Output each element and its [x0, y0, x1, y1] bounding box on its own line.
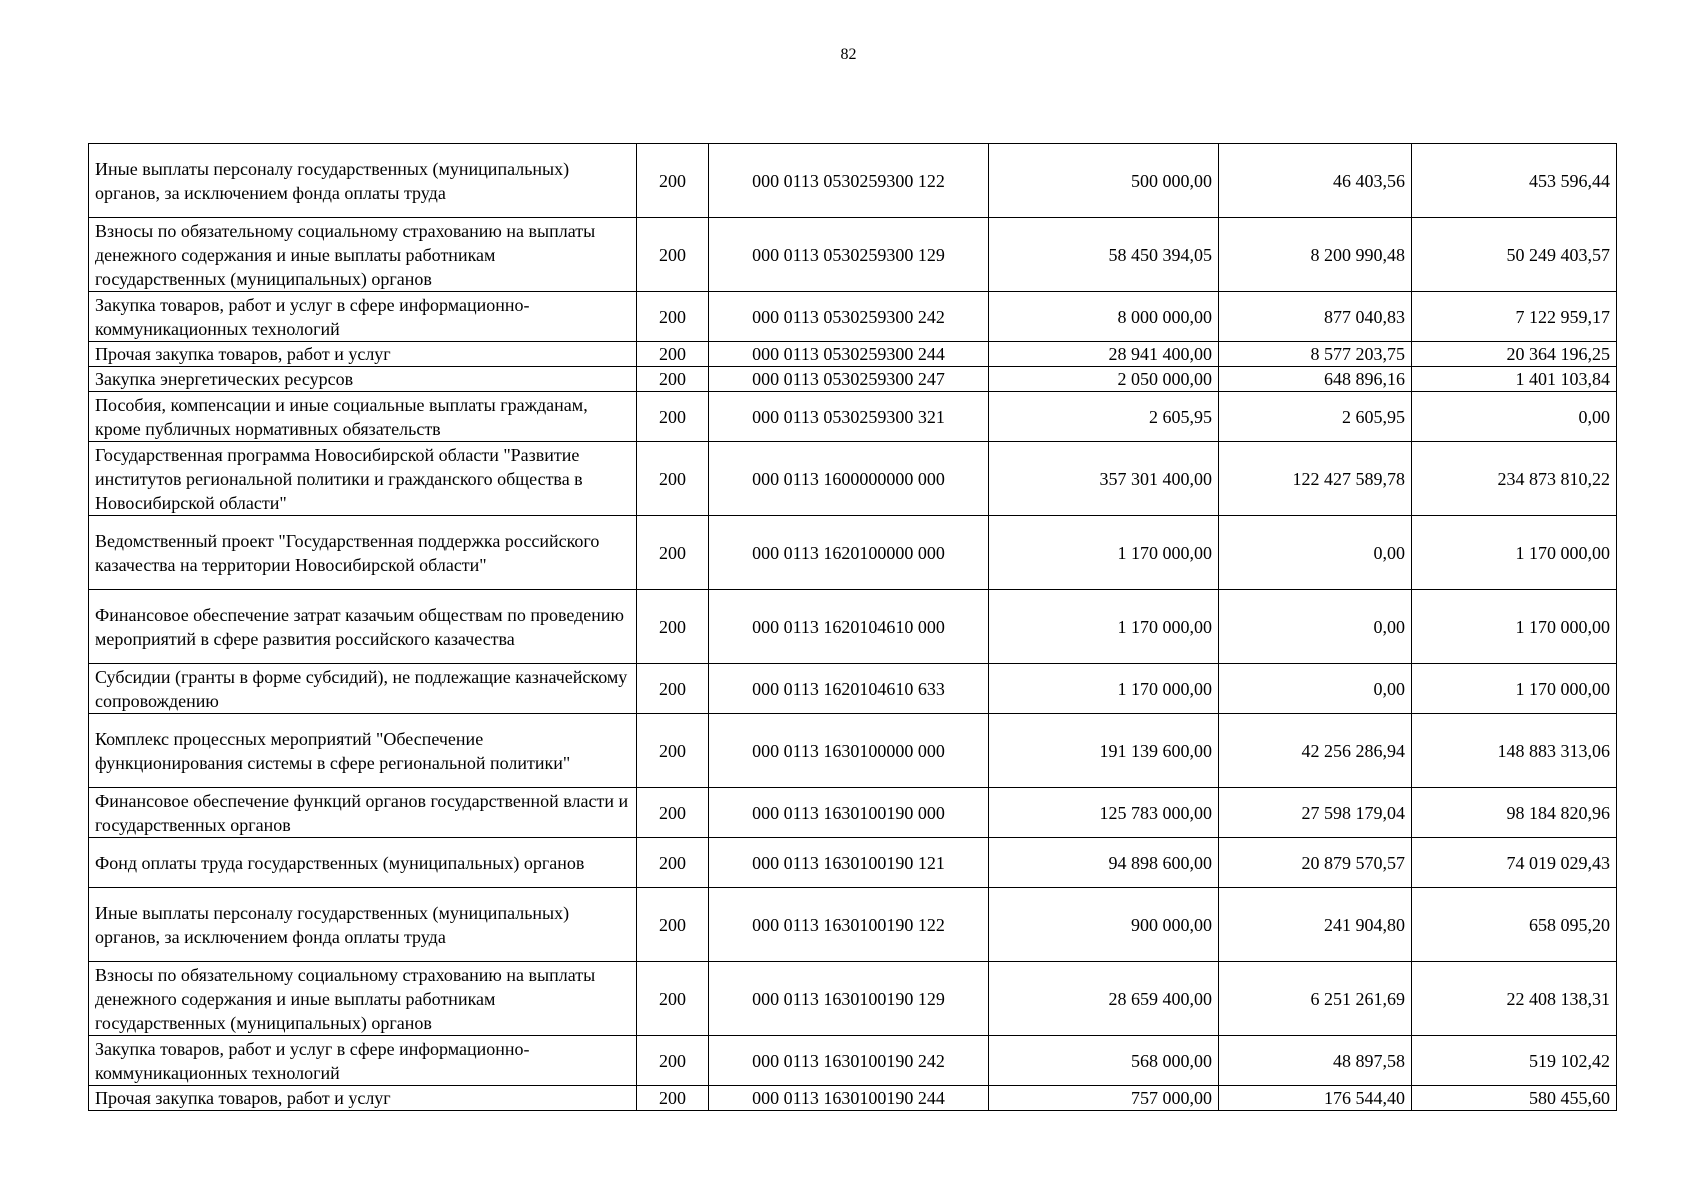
row-approved: 1 170 000,00	[989, 664, 1219, 714]
table-row	[89, 342, 1617, 367]
row-name: Взносы по обязательному социальному страхованию на выплаты денежного содержания и иные выплаты работникам государственных (муниципальных) органов	[89, 962, 637, 1036]
row-kbk-code: 000 0113 1600000000 000	[709, 442, 989, 516]
row-name: Закупка товаров, работ и услуг в сфере информационно-коммуникационных технологий	[89, 292, 637, 342]
row-unexecuted: 658 095,20	[1412, 888, 1617, 962]
row-unexecuted: 20 364 196,25	[1412, 342, 1617, 367]
row-kbk-code: 000 0113 1620104610 633	[709, 664, 989, 714]
row-executed: 6 251 261,69	[1219, 962, 1412, 1036]
row-unexecuted: 7 122 959,17	[1412, 292, 1617, 342]
row-name: Прочая закупка товаров, работ и услуг	[89, 342, 637, 367]
row-line-code: 200	[637, 664, 709, 714]
row-line-code: 200	[637, 962, 709, 1036]
page-number: 82	[840, 46, 857, 63]
row-approved: 125 783 000,00	[989, 788, 1219, 838]
row-name: Комплекс процессных мероприятий "Обеспечение функционирования системы в сфере региональной политики"	[89, 714, 637, 788]
row-approved: 2 605,95	[989, 392, 1219, 442]
row-line-code: 200	[637, 292, 709, 342]
row-approved: 500 000,00	[989, 144, 1219, 218]
row-line-code: 200	[637, 1086, 709, 1111]
row-kbk-code: 000 0113 0530259300 244	[709, 342, 989, 367]
row-executed: 648 896,16	[1219, 367, 1412, 392]
table-row	[89, 516, 1617, 590]
table-row	[89, 144, 1617, 218]
row-kbk-code: 000 0113 0530259300 242	[709, 292, 989, 342]
row-executed: 122 427 589,78	[1219, 442, 1412, 516]
row-unexecuted: 148 883 313,06	[1412, 714, 1617, 788]
row-kbk-code: 000 0113 1630100190 242	[709, 1036, 989, 1086]
row-approved: 357 301 400,00	[989, 442, 1219, 516]
table-row	[89, 838, 1617, 888]
row-kbk-code: 000 0113 1630100190 122	[709, 888, 989, 962]
table-body	[89, 144, 1617, 1111]
table-row	[89, 1086, 1617, 1111]
row-executed: 27 598 179,04	[1219, 788, 1412, 838]
row-line-code: 200	[637, 516, 709, 590]
row-unexecuted: 1 170 000,00	[1412, 664, 1617, 714]
row-name: Финансовое обеспечение функций органов государственной власти и государственных органов	[89, 788, 637, 838]
row-name: Прочая закупка товаров, работ и услуг	[89, 1086, 637, 1111]
row-line-code: 200	[637, 590, 709, 664]
row-approved: 568 000,00	[989, 1036, 1219, 1086]
table-row	[89, 1036, 1617, 1086]
row-unexecuted: 234 873 810,22	[1412, 442, 1617, 516]
row-approved: 8 000 000,00	[989, 292, 1219, 342]
row-approved: 2 050 000,00	[989, 367, 1219, 392]
row-line-code: 200	[637, 367, 709, 392]
row-executed: 20 879 570,57	[1219, 838, 1412, 888]
row-approved: 28 659 400,00	[989, 962, 1219, 1036]
row-unexecuted: 519 102,42	[1412, 1036, 1617, 1086]
row-approved: 1 170 000,00	[989, 590, 1219, 664]
row-unexecuted: 0,00	[1412, 392, 1617, 442]
row-unexecuted: 580 455,60	[1412, 1086, 1617, 1111]
row-name: Закупка товаров, работ и услуг в сфере информационно-коммуникационных технологий	[89, 1036, 637, 1086]
row-line-code: 200	[637, 342, 709, 367]
row-unexecuted: 453 596,44	[1412, 144, 1617, 218]
row-name: Иные выплаты персоналу государственных (муниципальных) органов, за исключением фонда оплаты труда	[89, 888, 637, 962]
budget-execution-table	[88, 143, 1617, 1111]
table-row	[89, 888, 1617, 962]
row-executed: 8 200 990,48	[1219, 218, 1412, 292]
row-executed: 48 897,58	[1219, 1036, 1412, 1086]
row-kbk-code: 000 0113 1630100190 000	[709, 788, 989, 838]
table-row	[89, 788, 1617, 838]
table-row	[89, 714, 1617, 788]
row-unexecuted: 50 249 403,57	[1412, 218, 1617, 292]
row-executed: 46 403,56	[1219, 144, 1412, 218]
row-approved: 58 450 394,05	[989, 218, 1219, 292]
row-kbk-code: 000 0113 1630100190 129	[709, 962, 989, 1036]
row-approved: 191 139 600,00	[989, 714, 1219, 788]
row-name: Ведомственный проект "Государственная поддержка российского казачества на территории Новосибирской области"	[89, 516, 637, 590]
row-kbk-code: 000 0113 1630100190 121	[709, 838, 989, 888]
row-name: Субсидии (гранты в форме субсидий), не подлежащие казначейскому сопровождению	[89, 664, 637, 714]
row-approved: 757 000,00	[989, 1086, 1219, 1111]
row-executed: 877 040,83	[1219, 292, 1412, 342]
row-unexecuted: 1 401 103,84	[1412, 367, 1617, 392]
row-executed: 42 256 286,94	[1219, 714, 1412, 788]
row-approved: 28 941 400,00	[989, 342, 1219, 367]
row-unexecuted: 1 170 000,00	[1412, 516, 1617, 590]
row-unexecuted: 22 408 138,31	[1412, 962, 1617, 1036]
row-executed: 2 605,95	[1219, 392, 1412, 442]
table-row	[89, 218, 1617, 292]
row-line-code: 200	[637, 888, 709, 962]
row-kbk-code: 000 0113 0530259300 247	[709, 367, 989, 392]
row-line-code: 200	[637, 1036, 709, 1086]
row-line-code: 200	[637, 838, 709, 888]
row-kbk-code: 000 0113 1630100000 000	[709, 714, 989, 788]
row-kbk-code: 000 0113 0530259300 129	[709, 218, 989, 292]
row-unexecuted: 98 184 820,96	[1412, 788, 1617, 838]
row-name: Пособия, компенсации и иные социальные выплаты гражданам, кроме публичных нормативных обязательств	[89, 392, 637, 442]
row-kbk-code: 000 0113 0530259300 122	[709, 144, 989, 218]
table-row	[89, 962, 1617, 1036]
row-name: Закупка энергетических ресурсов	[89, 367, 637, 392]
row-approved: 94 898 600,00	[989, 838, 1219, 888]
row-name: Финансовое обеспечение затрат казачьим обществам по проведению мероприятий в сфере развития российского казачества	[89, 590, 637, 664]
row-executed: 0,00	[1219, 590, 1412, 664]
row-line-code: 200	[637, 788, 709, 838]
row-executed: 0,00	[1219, 664, 1412, 714]
table-row	[89, 392, 1617, 442]
row-executed: 176 544,40	[1219, 1086, 1412, 1111]
row-line-code: 200	[637, 218, 709, 292]
row-name: Взносы по обязательному социальному страхованию на выплаты денежного содержания и иные выплаты работникам государственных (муниципальных) органов	[89, 218, 637, 292]
row-line-code: 200	[637, 714, 709, 788]
row-unexecuted: 1 170 000,00	[1412, 590, 1617, 664]
row-name: Фонд оплаты труда государственных (муниципальных) органов	[89, 838, 637, 888]
row-line-code: 200	[637, 392, 709, 442]
row-kbk-code: 000 0113 0530259300 321	[709, 392, 989, 442]
row-approved: 1 170 000,00	[989, 516, 1219, 590]
table-row	[89, 664, 1617, 714]
row-line-code: 200	[637, 442, 709, 516]
table-row	[89, 590, 1617, 664]
row-name: Иные выплаты персоналу государственных (муниципальных) органов, за исключением фонда оплаты труда	[89, 144, 637, 218]
row-line-code: 200	[637, 144, 709, 218]
row-executed: 241 904,80	[1219, 888, 1412, 962]
table-row	[89, 367, 1617, 392]
row-unexecuted: 74 019 029,43	[1412, 838, 1617, 888]
row-approved: 900 000,00	[989, 888, 1219, 962]
row-kbk-code: 000 0113 1630100190 244	[709, 1086, 989, 1111]
row-kbk-code: 000 0113 1620104610 000	[709, 590, 989, 664]
row-executed: 0,00	[1219, 516, 1412, 590]
table-row	[89, 442, 1617, 516]
table-row	[89, 292, 1617, 342]
row-name: Государственная программа Новосибирской области "Развитие институтов региональной политики и гражданского общества в Новосибирской области"	[89, 442, 637, 516]
row-kbk-code: 000 0113 1620100000 000	[709, 516, 989, 590]
row-executed: 8 577 203,75	[1219, 342, 1412, 367]
